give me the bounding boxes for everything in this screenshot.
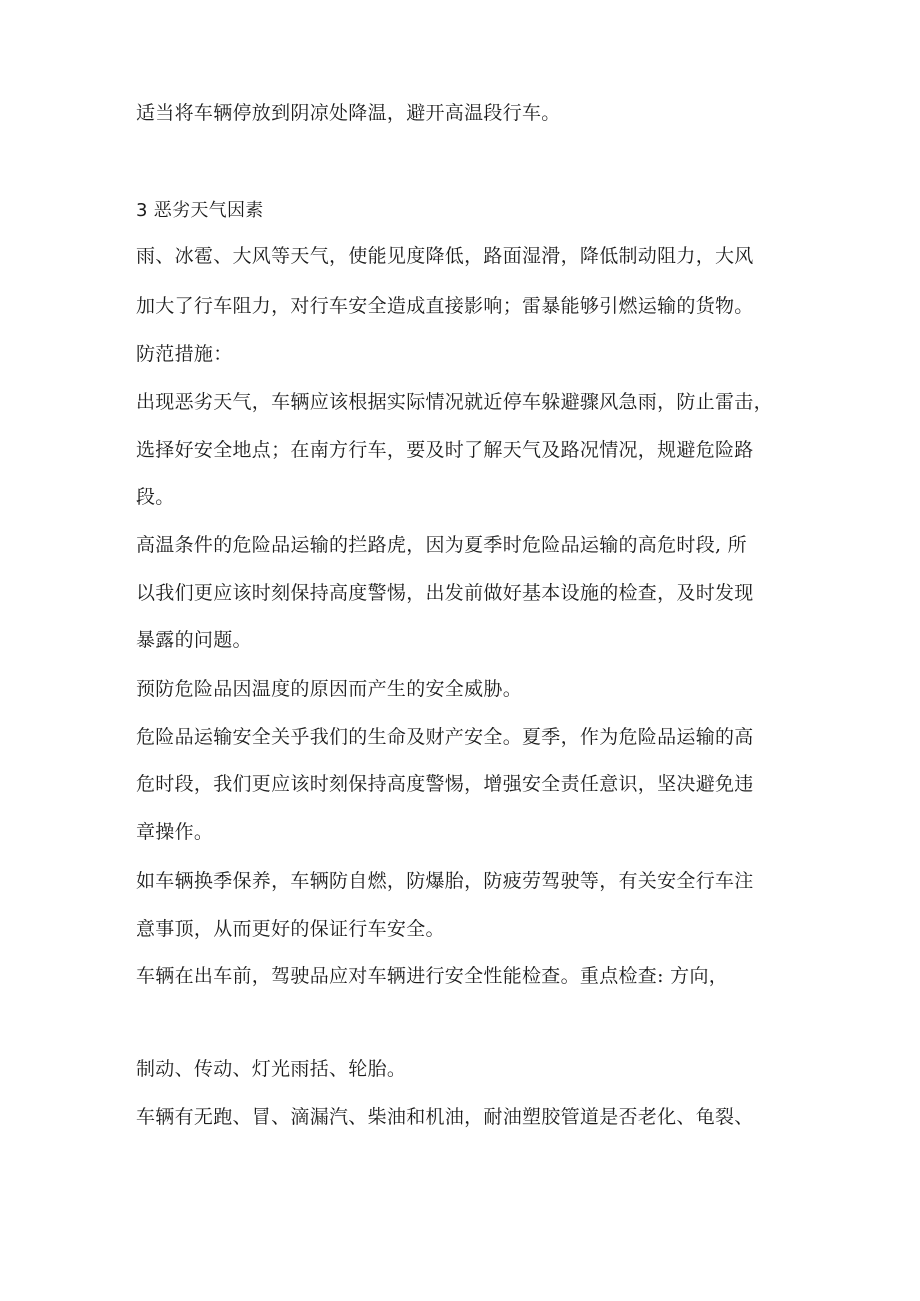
text-line: 出现恶劣天气，车辆应该根据实际情况就近停车躲避骤风急雨，防止雷击， (136, 391, 773, 413)
text-line: 雨、冰雹、大风等天气，使能见度降低，路面湿滑，降低制动阻力，大风 (136, 245, 754, 267)
text-line: 段。 (136, 486, 175, 508)
section-heading: 3 恶劣天气因素 (136, 200, 264, 221)
text-line: 意事顶，从而更好的保证行车安全。 (136, 918, 445, 940)
text-line: 危时段，我们更应该时刻保持高度警惕，增强安全责任意识，坚决避免违 (136, 773, 754, 795)
text-line: 暴露的问题。 (136, 629, 252, 651)
text-line: 高温条件的危险品运输的拦路虎，因为夏季时危险品运输的高危时段, 所 (136, 534, 747, 556)
text-line: 加大了行车阻力，对行车安全造成直接影响；雷暴能够引燃运输的货物。 (136, 295, 754, 317)
text-line: 车辆有无跑、冒、滴漏汽、柴油和机油，耐油塑胶管道是否老化、龟裂、 (136, 1106, 754, 1128)
text-line: 危险品运输安全关乎我们的生命及财产安全。夏季，作为危险品运输的高 (136, 726, 754, 748)
text-line: 制动、传动、灯光雨括、轮胎。 (136, 1058, 407, 1080)
text-line: 以我们更应该时刻保持高度警惕，出发前做好基本设施的检查，及时发现 (136, 582, 754, 604)
text-line: 选择好安全地点；在南方行车，要及时了解天气及路况情况，规避危险路 (136, 439, 754, 461)
text-line: 车辆在出车前，驾驶品应对车辆进行安全性能检查。重点检查: 方向， (136, 965, 729, 987)
text-line: 防范措施： (136, 343, 233, 365)
text-line: 如车辆换季保养，车辆防自燃，防爆胎，防疲劳驾驶等，有关安全行车注 (136, 870, 754, 892)
text-line: 适当将车辆停放到阴凉处降温，避开高温段行车。 (136, 102, 561, 124)
text-line: 预防危险品因温度的原因而产生的安全威胁。 (136, 678, 523, 700)
text-line: 章操作。 (136, 821, 214, 843)
